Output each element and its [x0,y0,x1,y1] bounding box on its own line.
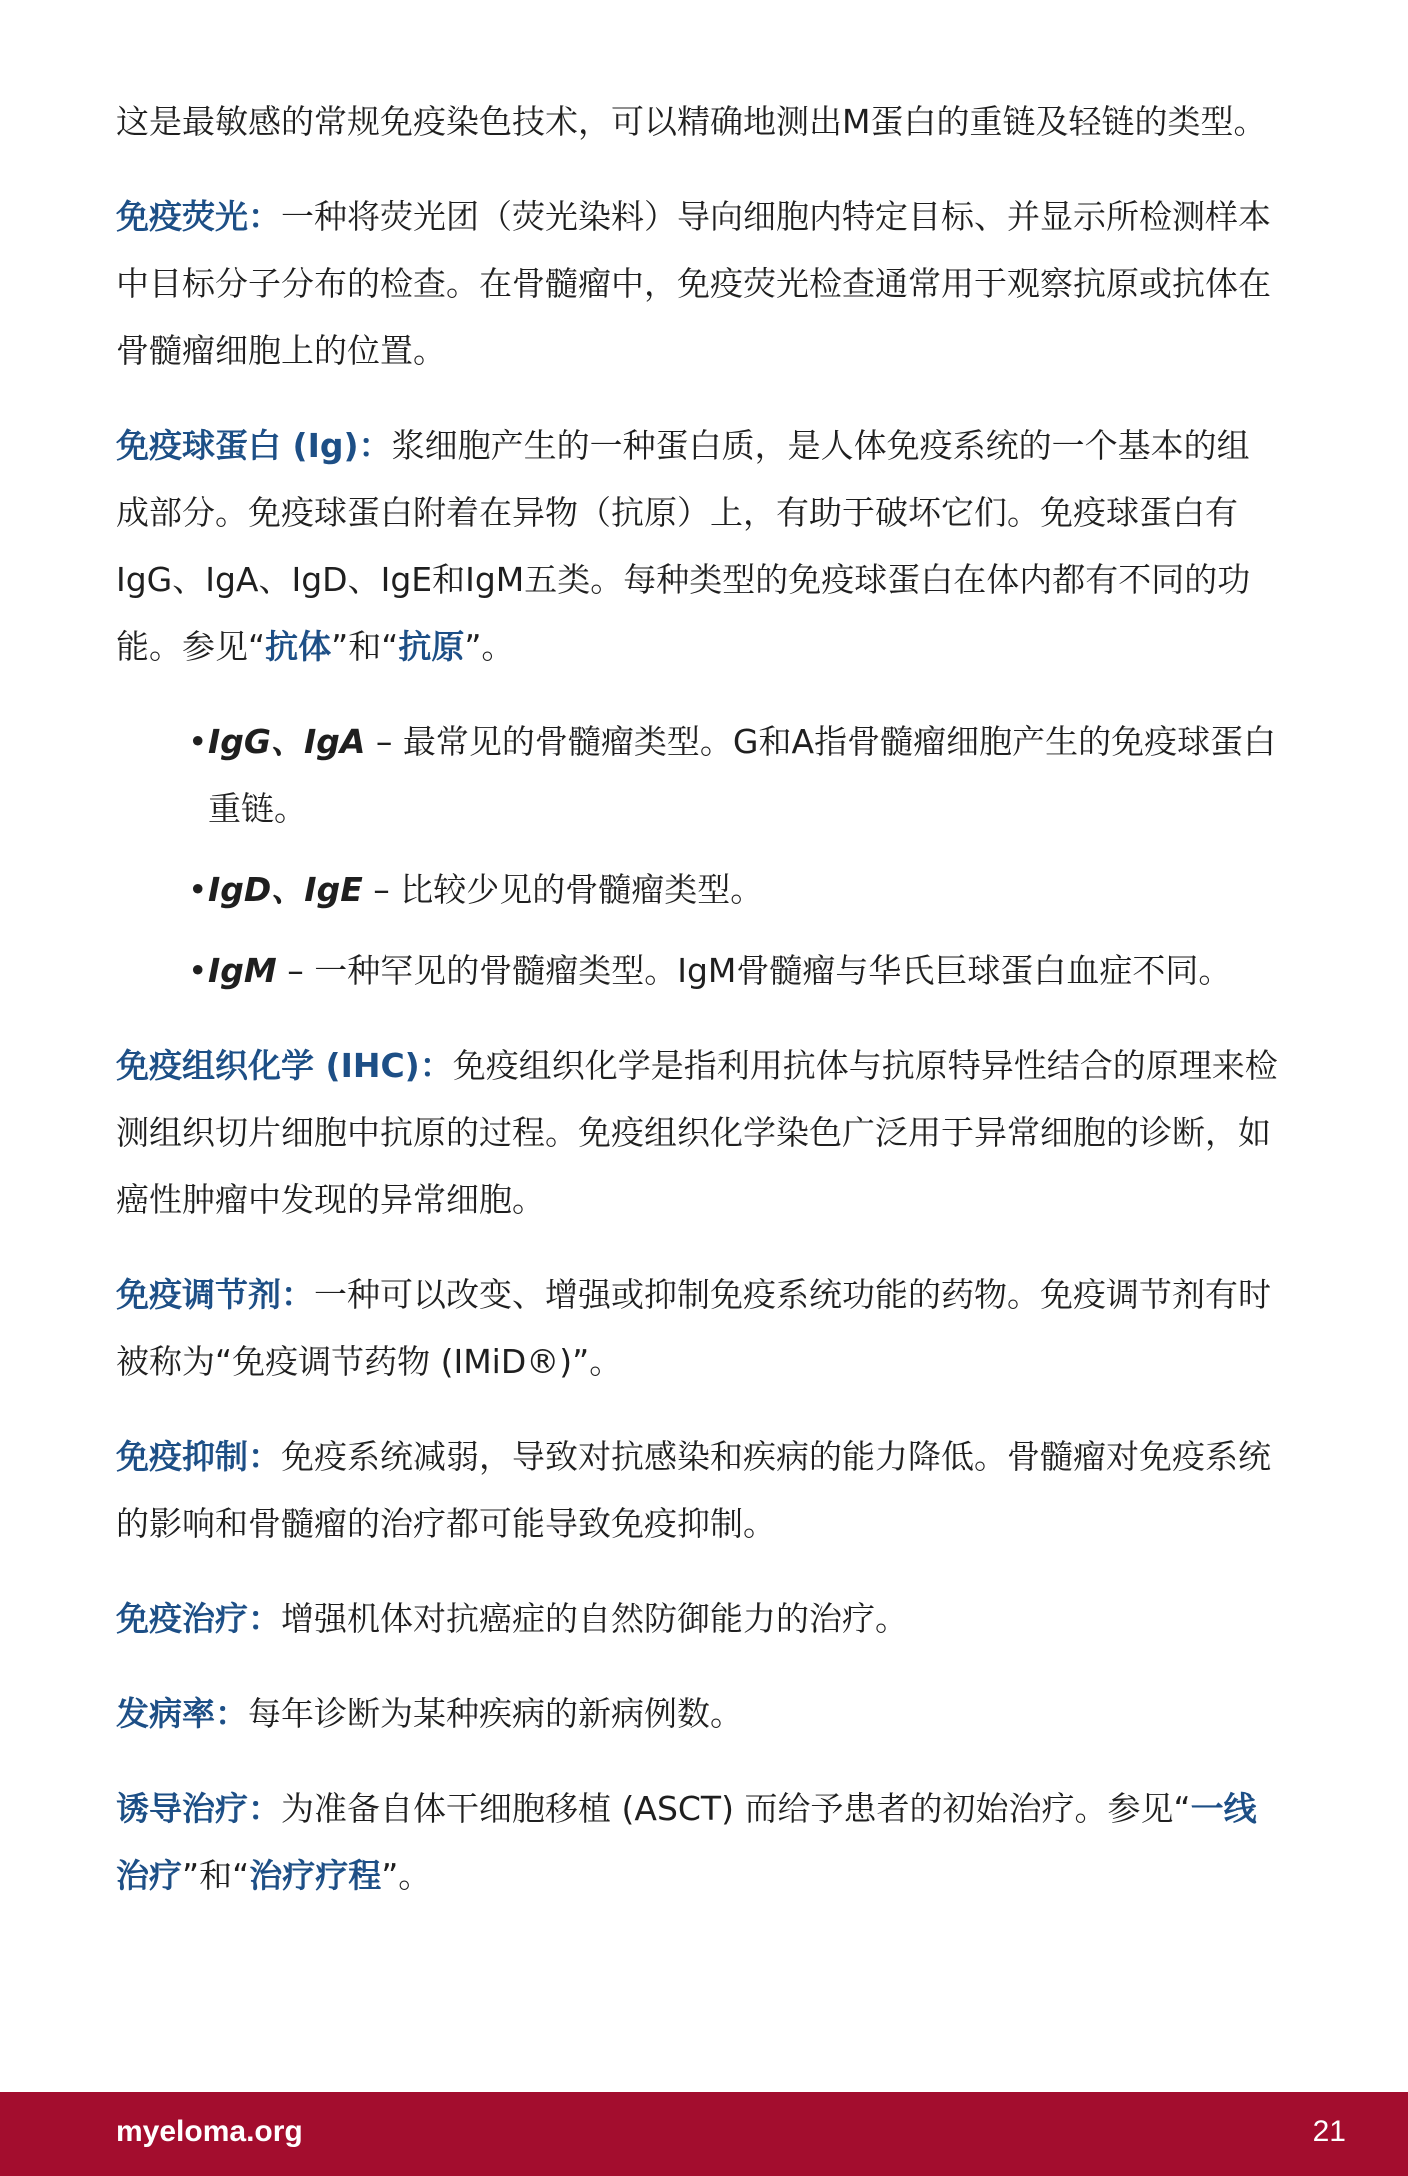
cross-reference-link[interactable]: 抗原 [398,627,465,666]
cross-reference-link[interactable]: 一线治疗 [116,1789,1257,1895]
entry-ihc [116,1032,1278,1233]
cross-reference-link[interactable]: 治疗疗程 [249,1856,382,1895]
term-label: 免疫组织化学 (IHC)： [116,1046,453,1085]
entry-immunotherapy [116,1585,1278,1652]
term-label: 免疫治疗： [116,1599,281,1638]
entry-immunosuppression [116,1423,1278,1557]
intro-paragraph: 这是最敏感的常规免疫染色技术，可以精确地测出M蛋白的重链及轻链的类型。 [116,102,1267,141]
definition: 一种可以改变、增强或抑制免疫系统功能的药物。免疫调节剂有时被称为“免疫调节药物 (IMiD®)”。 [116,1275,1271,1381]
term-label: 诱导治疗： [116,1789,281,1828]
definition: 为准备自体干细胞移植 (ASCT) 而给予患者的初始治疗。参见 [281,1789,1174,1828]
definition: 每年诊断为某种疾病的新病例数。 [248,1694,743,1733]
bullet-term: IgG、IgA [208,722,366,761]
list-item: • IgM – 一种罕见的骨髓瘤类型。IgM骨髓瘤与华氏巨球蛋白血症不同。 [188,937,1278,1004]
bullet-term: IgM [208,951,277,990]
definition: 免疫系统减弱，导致对抗感染和疾病的能力降低。骨髓瘤对免疫系统的影响和骨髓瘤的治疗都可能导致免疫抑制。 [116,1437,1271,1543]
definition: 免疫组织化学是指利用抗体与抗原特异性结合的原理来检测组织切片细胞中抗原的过程。免疫组织化学染色广泛用于异常细胞的诊断，如癌性肿瘤中发现的异常细胞。 [116,1046,1278,1219]
page-number: 21 [1312,2115,1346,2148]
cross-reference-link[interactable]: 抗体 [265,627,332,666]
term-label: 免疫荧光： [116,197,281,236]
list-item: • IgG、IgA – 最常见的骨髓瘤类型。G和A指骨髓瘤细胞产生的免疫球蛋白重链。 [188,708,1278,842]
term-label: 免疫球蛋白 (Ig)： [116,426,392,465]
entry-incidence [116,1680,1278,1747]
definition: 一种将荧光团（荧光染料）导向细胞内特定目标、并显示所检测样本中目标分子分布的检查。在骨髓瘤中，免疫荧光检查通常用于观察抗原或抗体在骨髓瘤细胞上的位置。 [116,197,1271,370]
glossary-content [116,88,1278,1937]
term-label: 免疫调节剂： [116,1275,314,1314]
term-label: 免疫抑制： [116,1437,281,1476]
entry-immunofluorescence [116,183,1278,384]
entry-immunoglobulin: 免疫球蛋白 (Ig)：浆细胞产生的一种蛋白质，是人体免疫系统的一个基本的组成部分。免疫球蛋白附着在异物（抗原）上，有助于破坏它们。免疫球蛋白有IgG、IgA、IgD、IgE和IgM五类。每种类型的免疫球蛋白在体内都有不同的功能。参见“抗体”和“抗原”。 [116,426,1251,666]
website-link[interactable]: myeloma.org [116,2115,303,2148]
immunoglobulin-types-list [116,708,1278,1004]
definition: 增强机体对抗癌症的自然防御能力的治疗。 [281,1599,908,1638]
page-footer [0,2092,1408,2176]
entry-induction-therapy: 诱导治疗：为准备自体干细胞移植 (ASCT) 而给予患者的初始治疗。参见“一线治疗”和“治疗疗程”。 [116,1789,1257,1895]
term-label: 发病率： [116,1694,248,1733]
entry-immunomodulator [116,1261,1278,1395]
bullet-term: IgD、IgE [208,870,363,909]
list-item: • IgD、IgE – 比较少见的骨髓瘤类型。 [188,856,1278,923]
definition: 浆细胞产生的一种蛋白质，是人体免疫系统的一个基本的组成部分。免疫球蛋白附着在异物（抗原）上，有助于破坏它们。免疫球蛋白有IgG、IgA、IgD、IgE和IgM五类。每种类型的免疫球蛋白在体内都有不同的功能。参见 [116,426,1251,666]
